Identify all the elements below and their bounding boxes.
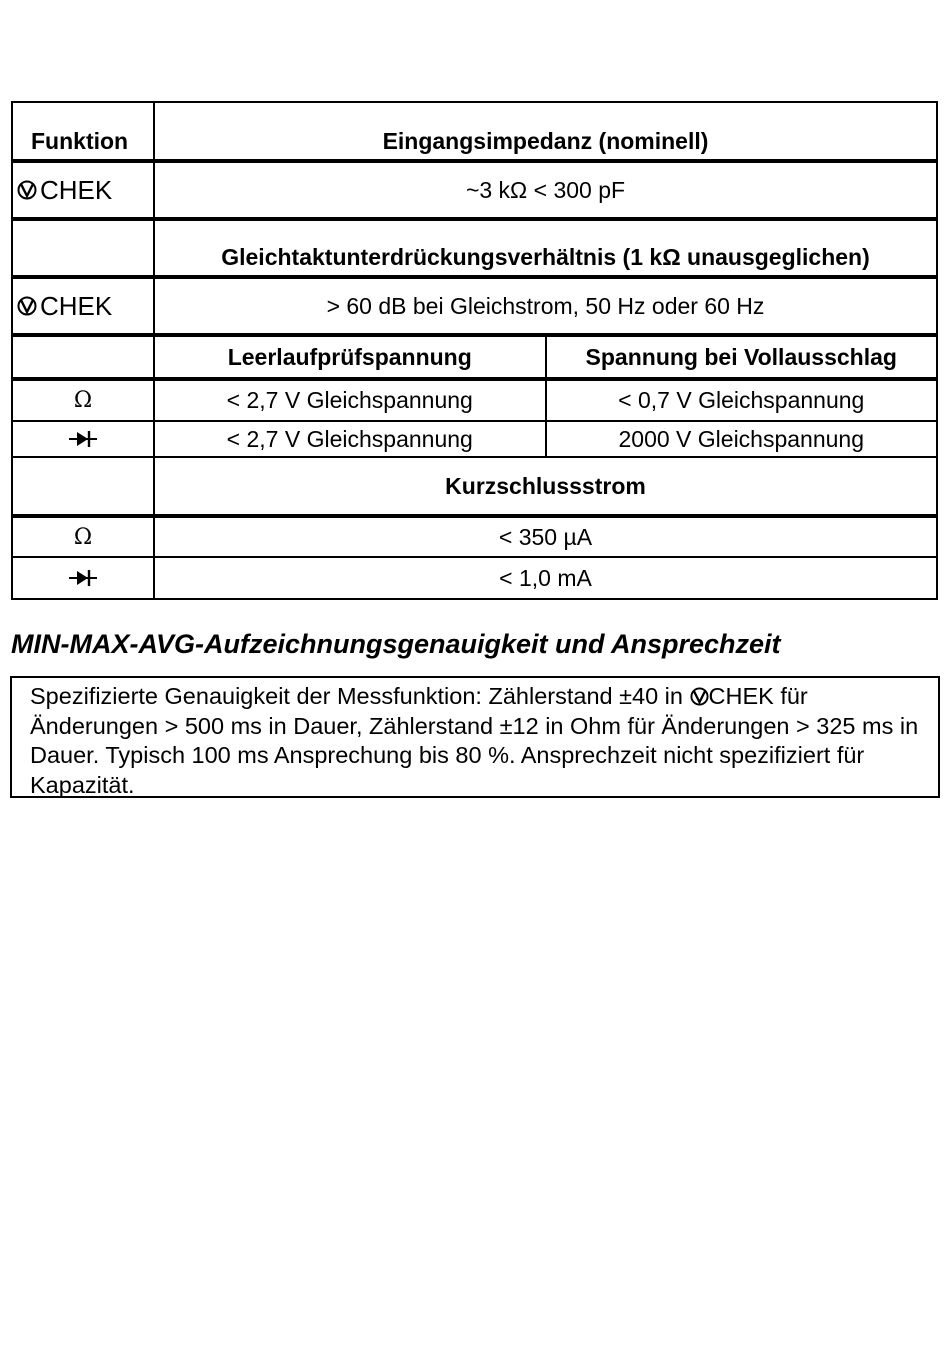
- function-label: CHEK: [40, 290, 113, 321]
- full-scale-header: Spannung bei Vollausschlag: [585, 343, 897, 370]
- note-text-part1: Spezifizierte Genauigkeit der Messfunktion: Zählerstand ±40 in: [30, 683, 690, 709]
- table-row: [13, 514, 936, 556]
- cmrr-value: > 60 dB bei Gleichstrom, 50 Hz oder 60 Hz: [326, 292, 765, 319]
- full-scale-value: 2000 V Gleichspannung: [618, 425, 865, 452]
- empty-function-cell: [13, 221, 155, 275]
- function-label: CHEK: [40, 174, 113, 205]
- impedance-value: ~3 kΩ < 300 pF: [465, 176, 626, 203]
- full-scale-value: < 0,7 V Gleichspannung: [618, 387, 865, 413]
- function-cell: [13, 381, 155, 420]
- empty-function-cell: [13, 337, 155, 377]
- short-circuit-value: < 1,0 mA: [499, 564, 592, 591]
- short-circuit-header-row: [13, 456, 936, 514]
- diode-icon: [68, 569, 98, 587]
- function-cell: [13, 163, 155, 217]
- table-row: [13, 377, 936, 420]
- function-header: Funktion: [13, 103, 155, 159]
- ohm-icon: Ω: [73, 524, 93, 550]
- function-cell: [13, 279, 155, 333]
- vchek-icon: [17, 296, 37, 316]
- open-circuit-value: < 2,7 V Gleichspannung: [155, 381, 547, 420]
- table-row: [13, 275, 936, 333]
- vchek-icon: [17, 180, 37, 200]
- function-cell: [13, 518, 155, 556]
- short-circuit-header: Kurzschlussstrom: [445, 472, 646, 499]
- short-circuit-value: < 350 µA: [498, 523, 593, 550]
- impedance-header: Eingangsimpedanz (nominell): [382, 128, 709, 154]
- cmrr-header: Gleichtaktunterdrückungsverhältnis (1 kΩ unausgeglichen): [221, 244, 870, 270]
- voltage-header-row: [13, 333, 936, 377]
- specification-table: [11, 101, 938, 600]
- note-text-part2: CHEK für Änderungen > 500 ms in Dauer, Zählerstand ±12 in Ohm für Änderungen > 325 ms in Dauer. Typisch 100 ms Ansprechung bis 80 %. Ansprechzeit nicht spezifiziert für Kapazität.: [30, 683, 919, 798]
- ohm-icon: Ω: [73, 388, 93, 413]
- section-title: MIN-MAX-AVG-Aufzeichnungsgenauigkeit und Ansprechzeit: [11, 629, 781, 659]
- table-header-row: [13, 103, 936, 159]
- diode-icon: [68, 430, 98, 448]
- note-box: [10, 676, 940, 798]
- function-cell: [13, 558, 155, 598]
- function-cell: [13, 422, 155, 456]
- open-circuit-header: Leerlaufprüfspannung: [155, 337, 547, 377]
- cmrr-header-row: [13, 217, 936, 275]
- table-row: [13, 420, 936, 456]
- table-row: [13, 556, 936, 598]
- table-row: [13, 159, 936, 217]
- open-circuit-value: < 2,7 V Gleichspannung: [155, 422, 547, 456]
- empty-function-cell: [13, 458, 155, 514]
- vchek-icon: [690, 687, 709, 706]
